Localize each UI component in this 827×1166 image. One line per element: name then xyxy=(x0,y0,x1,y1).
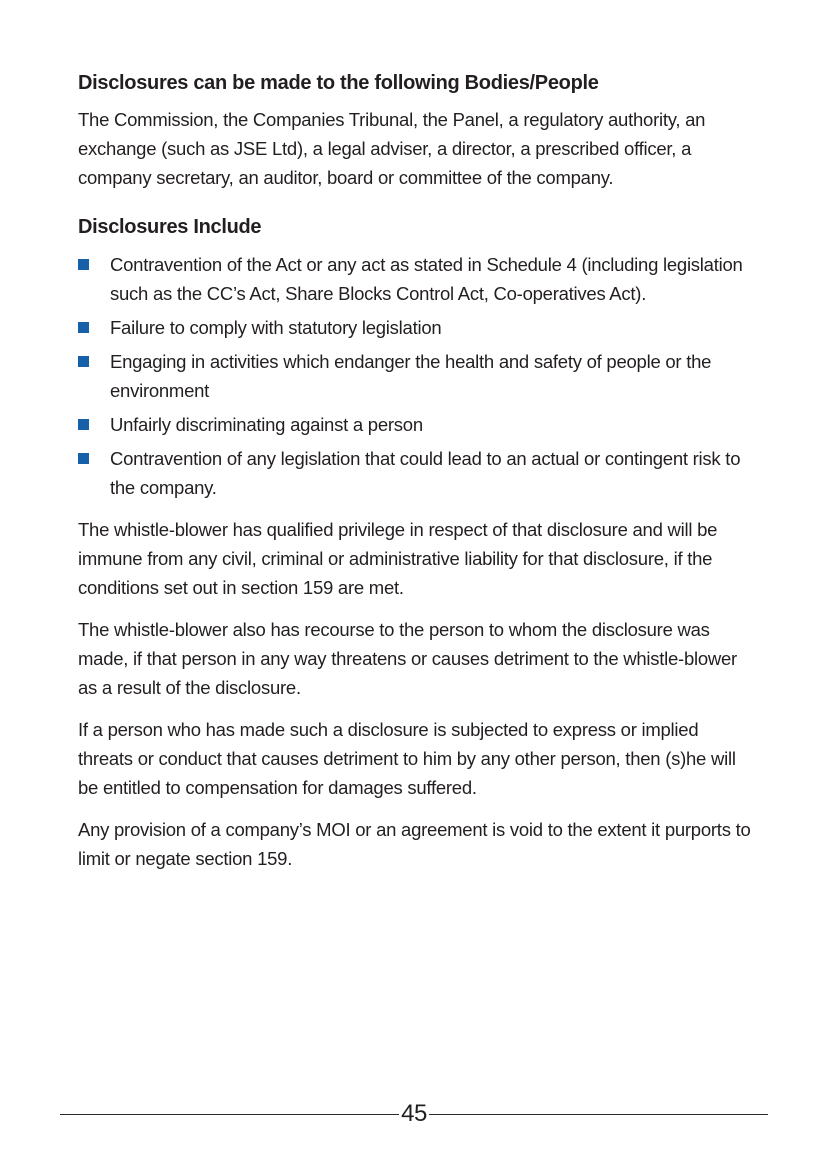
page-number: 45 xyxy=(401,1100,427,1127)
bodies-section-paragraph: The Commission, the Companies Tribunal, the Panel, a regulatory authority, an exchange (such as JSE Ltd), a legal adviser, a director, a prescribed officer, a company secretary, an auditor, board or committee of the company. xyxy=(78,109,706,188)
footer-rule-left xyxy=(60,1114,399,1115)
bullet-text: Contravention of the Act or any act as stated in Schedule 4 (including legislation such as the CC’s Act, Share Blocks Control Act, Co-operatives Act). xyxy=(110,254,743,304)
bullet-text: Engaging in activities which endanger the health and safety of people or the environment xyxy=(110,351,712,401)
recourse-paragraph: The whistle-blower also has recourse to the person to whom the disclosure was made, if that person in any way threatens or causes detriment to the whistle-blower as a result of the disclosure. xyxy=(78,619,737,698)
disclosures-bullet-list xyxy=(78,250,756,502)
bullet-text: Unfairly discriminating against a person xyxy=(110,414,423,435)
page-content xyxy=(78,71,756,886)
page-footer xyxy=(60,1100,768,1128)
list-item xyxy=(78,410,756,439)
square-bullet-icon xyxy=(78,322,89,333)
square-bullet-icon xyxy=(78,453,89,464)
square-bullet-icon xyxy=(78,419,89,430)
bodies-section-heading: Disclosures can be made to the following Bodies/People xyxy=(78,72,599,94)
list-item xyxy=(78,444,756,502)
square-bullet-icon xyxy=(78,259,89,270)
list-item xyxy=(78,313,756,342)
compensation-paragraph: If a person who has made such a disclosure is subjected to express or implied threats or conduct that causes detriment to him by any other person, then (s)he will be entitled to compensation for damages suffered. xyxy=(78,719,736,798)
list-item xyxy=(78,347,756,405)
bullet-text: Failure to comply with statutory legislation xyxy=(110,317,442,338)
footer-rule-right xyxy=(429,1114,768,1115)
bullet-text: Contravention of any legislation that could lead to an actual or contingent risk to the company. xyxy=(110,448,741,498)
qualified-privilege-paragraph: The whistle-blower has qualified privilege in respect of that disclosure and will be immune from any civil, criminal or administrative liability for that disclosure, if the conditions set out in section 159 are met. xyxy=(78,519,718,598)
moi-provision-paragraph: Any provision of a company’s MOI or an agreement is void to the extent it purports to limit or negate section 159. xyxy=(78,819,751,869)
include-section-heading: Disclosures Include xyxy=(78,216,262,238)
square-bullet-icon xyxy=(78,356,89,367)
list-item xyxy=(78,250,756,308)
